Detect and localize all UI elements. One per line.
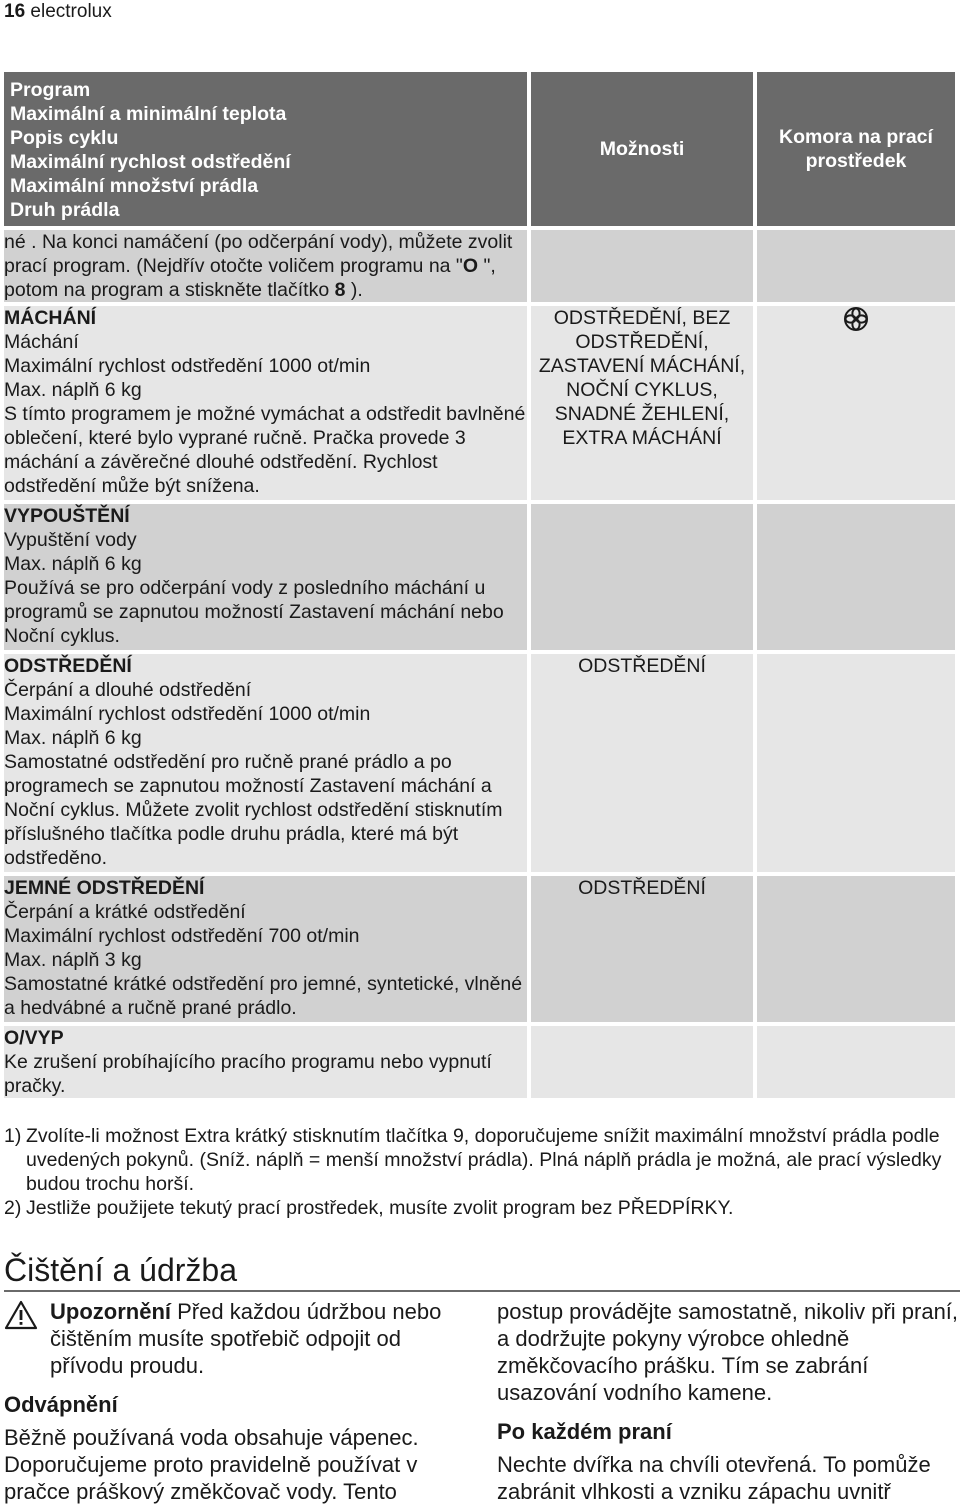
program-options [531,504,753,650]
fabric-softener-flower-icon [843,306,869,332]
table-row [4,1026,955,1098]
program-description: Samostatné krátké odstředění pro jemné, syntetické, vlněné a hedvábné a ručně prané prádlo. [4,973,523,1019]
program-cell: MÁCHÁNÍ Máchání Maximální rychlost odstředění 1000 ot/min Max. náplň 6 kg S tímto programem je možné vymáchat a odstředit bavlněné oblečení, které bylo vyprané ručně. Pračka provede 3 máchání a závěrečné dlouhé odstředění. Rychlost odstředění může být snížena. [4,306,527,500]
header-options: Možnosti [531,72,753,226]
table-row [4,230,955,302]
table-header-row [4,72,955,226]
program-name: ODSTŘEDĚNÍ [4,655,132,677]
program-name: VYPOUŠTĚNÍ [4,505,130,527]
left-column [4,1298,464,1505]
section-title: Čištění a údržba [4,1252,238,1288]
warning-title: Upozornění [50,1299,171,1324]
carry-over-text: né . Na konci namáčení (po odčerpání vody), můžete zvolit prací program. (Nejdřív otočte voličem programu na "O ", potom na program a stiskněte tlačítko 8 ). [4,230,527,302]
continued-text: postup provádějte samostatně, nikoliv při praní, a dodržujte pokyny výrobce ohledně změkčovacího prášku. Tím se zabrání usazování vodního kamene. [497,1299,959,1405]
after-wash-title: Po každém praní [497,1419,672,1444]
program-options: ODSTŘEDĚNÍ, BEZ ODSTŘEDĚNÍ, ZASTAVENÍ MÁCHÁNÍ, NOČNÍ CYKLUS, SNADNÉ ŽEHLENÍ, EXTRA MÁCHÁNÍ [531,306,753,500]
program-description: Samostatné odstředění pro ručně prané prádlo a po programech se zapnutou možností Zastavení máchání a Noční cyklus. Můžete zvolit rychlost odstředění stisknutím příslušného tlačítka podle druhu prádla, které má být odstředěno. [4,751,503,869]
program-table [0,68,959,1102]
footnote: 1) Zvolíte-li možnost Extra krátký stisknutím tlačítka 9, doporučujeme snížit maximální množství prádla podle uvedených pokynů. (Sníž. náplň = menší množství prádla). Plná náplň prádla je možná, ale prací výsledky budou trochu horší. [4,1125,942,1195]
program-options: ODSTŘEDĚNÍ [531,654,753,872]
warning-triangle-icon [4,1300,38,1330]
program-description: Ke zrušení probíhajícího pracího programu nebo vypnutí pračky. [4,1051,492,1097]
header-main: Program Maximální a minimální teplota Popis cyklu Maximální rychlost odstředění Maximální množství prádla Druh prádla [4,72,527,226]
page-header [4,0,112,24]
warning-block [4,1298,464,1379]
right-column [497,1298,960,1505]
brand-name: electrolux [30,1,112,22]
footnotes [4,1124,960,1220]
program-cell: JEMNÉ ODSTŘEDĚNÍ Čerpání a krátké odstředění Maximální rychlost odstředění 700 ot/min Max. náplň 3 kg Samostatné krátké odstředění pro jemné, syntetické, vlněné a hedvábné a ručně prané prádlo. [4,876,527,1022]
header-detergent: Komora na prací prostředek [757,72,955,226]
table-row [4,306,955,500]
table-row [4,654,955,872]
table-row [4,876,955,1022]
descaling-text: Běžně používaná voda obsahuje vápenec. Doporučujeme proto pravidelně používat v pračce práškový změkčovač vody. Tento [4,1425,419,1504]
program-name: MÁCHÁNÍ [4,307,97,329]
after-wash-text: Nechte dvířka na chvíli otevřená. To pomůže zabránit vlhkosti a vzniku zápachu uvnitř [497,1452,931,1504]
program-description: Používá se pro odčerpání vody z posledního máchání u programů se zapnutou možností Zastavení máchání nebo Noční cyklus. [4,577,504,647]
program-name: O/VYP [4,1027,64,1049]
page-number: 16 [4,1,26,22]
program-options: ODSTŘEDĚNÍ [531,876,753,1022]
program-description: S tímto programem je možné vymáchat a odstředit bavlněné oblečení, které bylo vyprané ručně. Pračka provede 3 máchání a závěrečné dlouhé odstředění. Rychlost odstředění může být snížena. [4,403,526,497]
program-cell: ODSTŘEDĚNÍ Čerpání a dlouhé odstředění Maximální rychlost odstředění 1000 ot/min Max. náplň 6 kg Samostatné odstředění pro ručně prané prádlo a po programech se zapnutou možností Zastavení máchání a Noční cyklus. Můžete zvolit rychlost odstředění stisknutím příslušného tlačítka podle druhu prádla, které má být odstředěno. [4,654,527,872]
descaling-title: Odvápnění [4,1392,118,1417]
program-cell [4,1026,527,1098]
detergent-cell [757,306,955,500]
footnote: 2) Jestliže použijete tekutý prací prostředek, musíte zvolit program bez PŘEDPÍRKY. [4,1197,734,1219]
program-cell: VYPOUŠTĚNÍ Vypuštění vody Max. náplň 6 kg Používá se pro odčerpání vody z posledního máchání u programů se zapnutou možností Zastavení máchání nebo Noční cyklus. [4,504,527,650]
warning-text-block [50,1298,464,1379]
section-divider [4,1290,960,1292]
program-options [531,1026,753,1098]
warning-text: Před každou údržbou nebo čištěním musíte spotřebič odpojit od přívodu proudu. [50,1299,442,1378]
program-name: JEMNÉ ODSTŘEDĚNÍ [4,877,205,899]
table-row [4,504,955,650]
